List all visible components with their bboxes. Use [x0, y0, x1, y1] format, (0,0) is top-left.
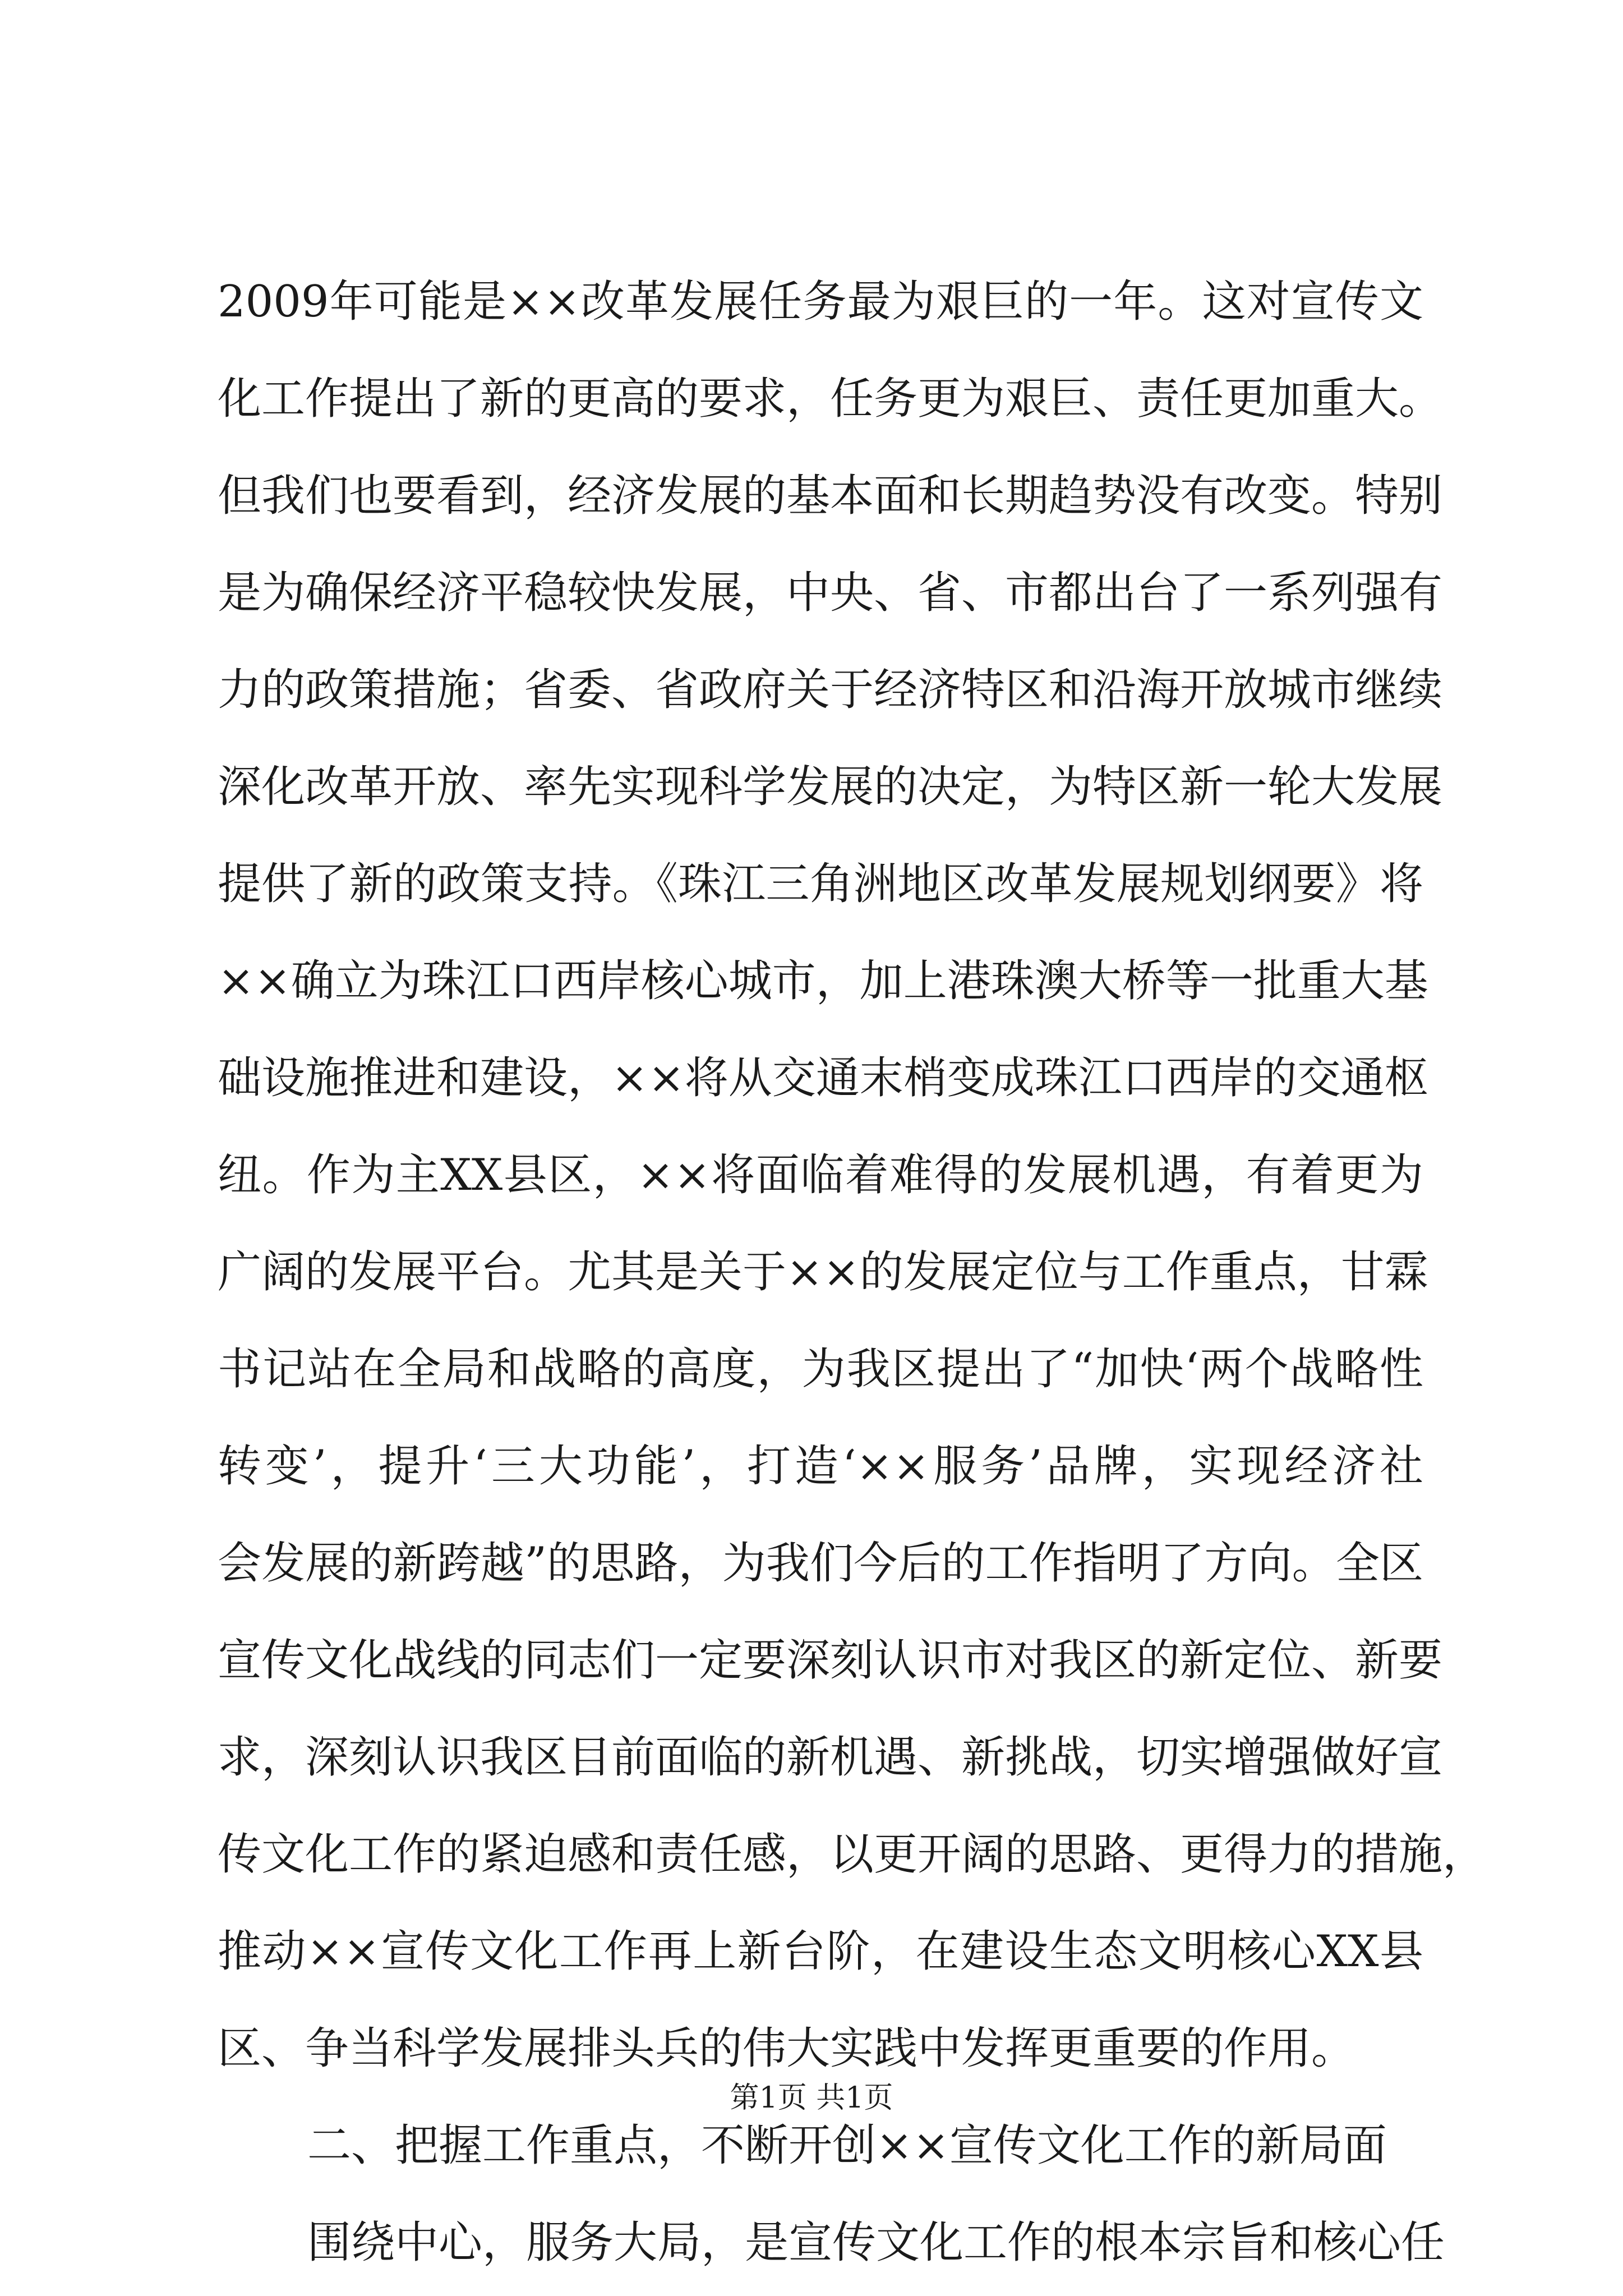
- paragraph-line: 力的政策措施；省委、省政府关于经济特区和沿海开放城市继续: [218, 665, 1443, 715]
- document-body: [218, 254, 1487, 2292]
- paragraph-line: 纽。作为主XX县区，××将面临着难得的发展机遇，有着更为: [218, 1150, 1423, 1200]
- paragraph-line: 求，深刻认识我区目前面临的新机遇、新挑战，切实增强做好宣: [218, 1732, 1443, 1783]
- paragraph-line: 书记站在全局和战略的高度，为我区提出了“加快‘两个战略性: [218, 1344, 1423, 1395]
- paragraph-line: 转变’，提升‘三大功能’，打造‘××服务’品牌，实现经济社: [218, 1441, 1423, 1492]
- paragraph-line: 础设施推进和建设，××将从交通末梢变成珠江口西岸的交通枢: [218, 1053, 1428, 1103]
- paragraph-line: 2009年可能是××改革发展任务最为艰巨的一年。这对宣传文: [218, 277, 1423, 327]
- paragraph-line: 推动××宣传文化工作再上新台阶，在建设生态文明核心XX县: [218, 1926, 1423, 1977]
- page-footer: 第1页 共1页: [730, 2081, 893, 2115]
- paragraph-line-last: 区、争当科学发展排头兵的伟大实践中发挥更重要的作用。: [218, 2023, 1355, 2074]
- paragraph-line: ××确立为珠江口西岸核心城市，加上港珠澳大桥等一批重大基: [218, 956, 1428, 1006]
- paragraph-line: 化工作提出了新的更高的要求，任务更为艰巨、责任更加重大。: [218, 374, 1443, 424]
- paragraph-line: 是为确保经济平稳较快发展，中央、省、市都出台了一系列强有: [218, 568, 1443, 618]
- paragraph-line: 提供了新的政策支持。《珠江三角洲地区改革发展规划纲要》将: [218, 859, 1423, 909]
- paragraph-line: 传文化工作的紧迫感和责任感，以更开阔的思路、更得力的措施，: [218, 1829, 1487, 1880]
- paragraph-line: 会发展的新跨越”的思路，为我们今后的工作指明了方向。全区: [218, 1538, 1423, 1589]
- paragraph-line: 围绕中心，服务大局，是宣传文化工作的根本宗旨和核心任: [307, 2217, 1445, 2268]
- paragraph-line: 深化改革开放、率先实现科学发展的决定，为特区新一轮大发展: [218, 762, 1443, 812]
- paragraph-line: 但我们也要看到，经济发展的基本面和长期趋势没有改变。特别: [218, 471, 1443, 521]
- paragraph-line: 宣传文化战线的同志们一定要深刻认识市对我区的新定位、新要: [218, 1635, 1443, 1686]
- section-heading: 二、把握工作重点，不断开创××宣传文化工作的新局面: [307, 2120, 1387, 2171]
- paragraph-line: 广阔的发展平台。尤其是关于××的发展定位与工作重点，甘霖: [218, 1247, 1428, 1297]
